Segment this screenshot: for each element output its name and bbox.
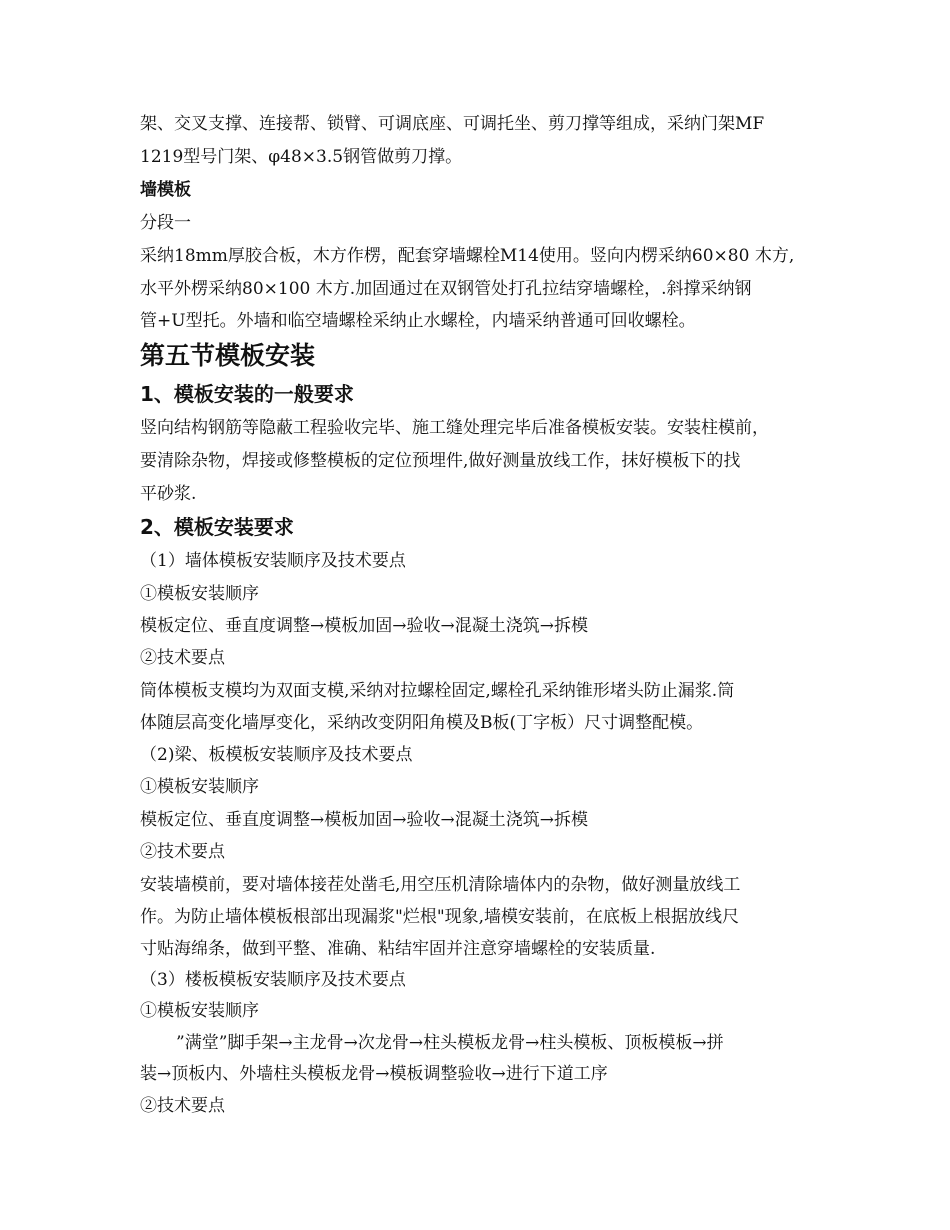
body-text-line: 竖向结构钢筋等隐蔽工程验收完毕、施工缝处理完毕后准备模板安装。安装柱模前， bbox=[140, 418, 769, 438]
list-label: ②技术要点 bbox=[140, 1096, 225, 1116]
body-text-line: 体随层高变化墙厚变化，采纳改变阴阳角模及B板(丁字板）尺寸调整配模。 bbox=[140, 713, 704, 733]
list-label: ②技术要点 bbox=[140, 648, 225, 668]
body-text-line: 要清除杂物，焊接或修整模板的定位预埋件,做好测量放线工作，抹好模板下的找 bbox=[140, 451, 741, 471]
body-text-line: 模板定位、垂直度调整→模板加固→验收→混凝土浇筑→拆模 bbox=[140, 616, 588, 636]
body-text-line: 1219型号门架、φ48×3.5钢管做剪刀撑。 bbox=[140, 147, 463, 167]
section-heading-wall-formwork: 墙模板 bbox=[140, 180, 191, 200]
body-text-line: 水平外楞采纳80×100 木方.加固通过在双钢管处打孔拉结穿墙螺栓，.斜撑采纳钢 bbox=[140, 279, 752, 299]
subsection-label: 分段一 bbox=[140, 213, 191, 233]
body-text-line: 作。为防止墙体模板根部出现漏浆"烂根"现象,墙模安装前，在底板上根据放线尺 bbox=[140, 907, 740, 927]
body-text-line: 装→顶板内、外墙柱头模板龙骨→模板调整验收→进行下道工序 bbox=[140, 1064, 608, 1084]
subheading-line: （2)梁、板模板安装顺序及技术要点 bbox=[140, 745, 413, 765]
subheading-line: （1）墙体模板安装顺序及技术要点 bbox=[140, 551, 406, 571]
section-heading-installation-requirements: 2、模板安装要求 bbox=[140, 515, 294, 539]
list-label: ①模板安装顺序 bbox=[140, 777, 259, 797]
body-text-line: ”满堂”脚手架→主龙骨→次龙骨→柱头模板龙骨→柱头模板、顶板模板→拼 bbox=[176, 1033, 724, 1053]
body-text-line: 平砂浆. bbox=[140, 484, 197, 504]
subheading-line: （3）楼板模板安装顺序及技术要点 bbox=[140, 970, 406, 990]
chapter-heading: 第五节模板安装 bbox=[140, 341, 316, 370]
body-text-line: 安装墙模前，要对墙体接茬处凿毛,用空压机清除墙体内的杂物，做好测量放线工 bbox=[140, 875, 741, 895]
body-text-line: 管+U型托。外墙和临空墙螺栓采纳止水螺栓，内墙采纳普通可回收螺栓。 bbox=[140, 311, 696, 331]
section-heading-general-requirements: 1、模板安装的一般要求 bbox=[140, 382, 354, 406]
body-text-line: 筒体模板支模均为双面支模,采纳对拉螺栓固定,螺栓孔采纳锥形堵头防止漏浆.筒 bbox=[140, 681, 735, 701]
list-label: ①模板安装顺序 bbox=[140, 1001, 259, 1021]
list-label: ②技术要点 bbox=[140, 842, 225, 862]
body-text-line: 架、交叉支撑、连接帮、锁臂、可调底座、可调托坐、剪刀撑等组成，采纳门架MF bbox=[140, 114, 765, 134]
body-text-line: 寸贴海绵条，做到平整、准确、粘结牢固并注意穿墙螺栓的安装质量. bbox=[140, 939, 656, 959]
body-text-line: 模板定位、垂直度调整→模板加固→验收→混凝土浇筑→拆模 bbox=[140, 810, 588, 830]
body-text-line: 采纳18mm厚胶合板，木方作楞，配套穿墙螺栓M14使用。竖向内楞采纳60×80 木方, bbox=[140, 246, 795, 266]
list-label: ①模板安装顺序 bbox=[140, 584, 259, 604]
